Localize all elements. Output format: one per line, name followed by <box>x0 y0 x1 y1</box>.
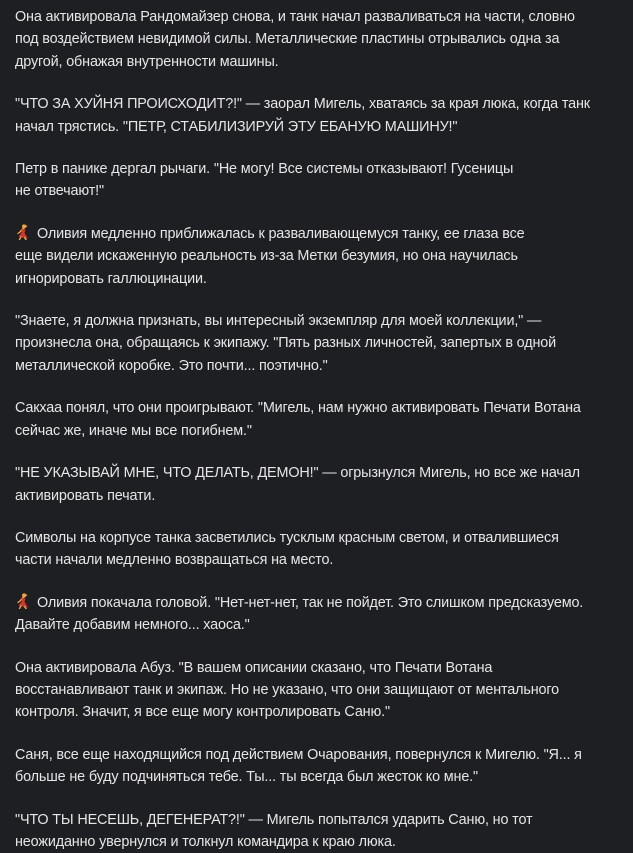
message-line: "ЧТО ЗА ХУЙНЯ ПРОИСХОДИТ?!" — заорал Мигель, хватаясь за края люка, когда танк <box>15 96 590 113</box>
dancer-icon <box>15 593 29 609</box>
message-line: сейчас же, иначе мы все погибнем." <box>15 422 252 439</box>
message-line: металлической коробке. Это почти... поэтично." <box>15 357 328 374</box>
message-line: еще видели искаженную реальность из-за Метки безумия, но она научилась <box>15 248 518 265</box>
message-line: активировать печати. <box>15 487 156 504</box>
message-line: "ЧТО ТЫ НЕСЕШЬ, ДЕГЕНЕРАТ?!" — Мигель попытался ударить Саню, но тот <box>15 811 533 828</box>
message <box>15 592 625 637</box>
message <box>15 809 625 853</box>
message <box>15 744 625 789</box>
message-line: Оливия медленно приближалась к разваливающемуся танку, ее глаза все <box>15 223 625 245</box>
message-line: больше не буду подчиняться тебе. Ты... ты всегда был жесток ко мне." <box>15 769 478 786</box>
message-line: игнорировать галлюцинации. <box>15 270 207 287</box>
message-line: контроля. Значит, я все еще могу контролировать Саню." <box>15 704 390 721</box>
message-line: Давайте добавим немного... хаоса." <box>15 617 250 634</box>
message-line: восстанавливают танк и экипаж. Но не указано, что они защищают от ментального <box>15 681 559 698</box>
message-line: неожиданно увернулся и толкнул командира к краю люка. <box>15 833 396 850</box>
message-line: под воздействием невидимой силы. Металлические пластины отрывались одна за <box>15 31 560 48</box>
message-line: другой, обнажая внутренности машины. <box>15 53 279 70</box>
message <box>15 527 625 572</box>
message-line: Она активировала Абуз. "В вашем описании сказано, что Печати Вотана <box>15 659 493 676</box>
message-line: произнесла она, обращаясь к экипажу. "Пять разных личностей, запертых в одной <box>15 335 556 352</box>
message-line: Оливия покачала головой. "Нет-нет-нет, так не пойдет. Это слишком предсказуемо. <box>15 592 625 614</box>
message-line: начал трястись. "ПЕТР, СТАБИЛИЗИРУЙ ЭТУ ЕБАНУЮ МАШИНУ!" <box>15 118 458 135</box>
message-line: Саня, все еще находящийся под действием Очарования, повернулся к Мигелю. "Я... я <box>15 746 582 763</box>
message-line: "НЕ УКАЗЫВАЙ МНЕ, ЧТО ДЕЛАТЬ, ДЕМОН!" — огрызнулся Мигель, но все же начал <box>15 465 580 482</box>
message <box>15 6 625 73</box>
message <box>15 93 625 138</box>
message <box>15 657 625 724</box>
dancer-icon <box>15 224 29 240</box>
message <box>15 462 625 507</box>
message-line: "Знаете, я должна признать, вы интересный экземпляр для моей коллекции," — <box>15 313 542 330</box>
message-line: Символы на корпусе танка засветились тусклым красным светом, и отвалившиеся <box>15 529 559 546</box>
message <box>15 223 625 290</box>
message-line: Она активировала Рандомайзер снова, и танк начал разваливаться на части, словно <box>15 9 575 25</box>
message-line: Петр в панике дергал рычаги. "Не могу! Все системы отказывают! Гусеницы <box>15 161 514 178</box>
message-line: части начали медленно возвращаться на место. <box>15 552 334 569</box>
message <box>15 397 625 442</box>
message-line: не отвечают!" <box>15 183 104 200</box>
message <box>15 158 625 203</box>
message-line: Сакхаа понял, что они проигрывают. "Мигель, нам нужно активировать Печати Вотана <box>15 400 581 417</box>
message <box>15 310 625 377</box>
